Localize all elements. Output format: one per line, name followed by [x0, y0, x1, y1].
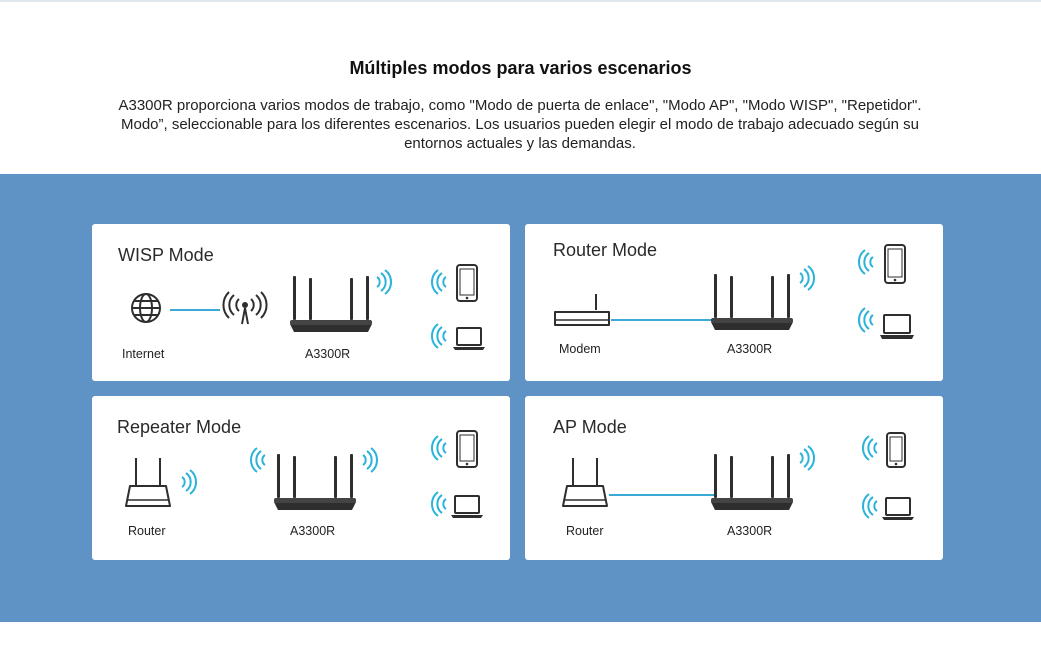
connection-line: [170, 308, 220, 312]
router-label: A3300R: [305, 347, 351, 361]
a3300r-router-icon: [707, 452, 797, 514]
wifi-signal-icon: [798, 446, 812, 470]
wifi-signal-icon: [434, 436, 448, 460]
wifi-signal-icon: [865, 494, 879, 518]
smartphone-icon: [456, 430, 478, 468]
source-label: Router: [128, 524, 166, 538]
smartphone-icon: [884, 244, 906, 284]
wifi-signal-icon: [865, 436, 879, 460]
smartphone-icon: [456, 264, 478, 302]
source-label: Modem: [559, 342, 601, 356]
a3300r-router-icon: [286, 274, 376, 336]
page-description: [70, 96, 970, 153]
wifi-signal-icon: [253, 448, 267, 472]
a3300r-router-icon: [707, 272, 797, 334]
laptop-icon: [450, 495, 484, 519]
laptop-icon: [452, 327, 486, 351]
panel-title: Router Mode: [553, 240, 658, 260]
wifi-signal-icon: [434, 324, 448, 348]
router-label: A3300R: [290, 524, 336, 538]
description-line: Modo”, seleccionable para los diferentes escenarios. Los usuarios pueden elegir el modo de trabajo adecuado según su: [120, 116, 919, 133]
globe-icon: [130, 292, 162, 324]
top-divider: [0, 0, 1041, 2]
panel-title: Repeater Mode: [117, 417, 242, 437]
router-label: A3300R: [727, 342, 773, 356]
description-line: entornos actuales y las demandas.: [404, 135, 636, 152]
wifi-signal-icon: [375, 270, 389, 294]
laptop-icon: [879, 314, 915, 340]
router-label: A3300R: [727, 524, 773, 538]
source-label: Internet: [122, 347, 165, 361]
source-label: Router: [566, 524, 604, 538]
router-mode-panel: [525, 224, 943, 381]
wifi-signal-icon: [180, 470, 194, 494]
wifi-signal-icon: [861, 250, 875, 274]
antenna-tower-icon: [222, 290, 268, 326]
wifi-signal-icon: [434, 270, 448, 294]
router-icon: [124, 456, 172, 510]
wisp-mode-panel: [92, 224, 510, 381]
page-title: Múltiples modos para varios escenarios: [349, 58, 692, 78]
smartphone-icon: [886, 432, 906, 468]
a3300r-router-icon: [270, 452, 360, 514]
panel-title: WISP Mode: [118, 245, 214, 265]
wifi-signal-icon: [361, 448, 375, 472]
connection-line: [611, 318, 717, 322]
wifi-signal-icon: [861, 308, 875, 332]
ap-mode-panel: [525, 396, 943, 560]
description-line: A3300R proporciona varios modos de trabajo, como "Modo de puerta de enlace", "Modo AP", "Modo WISP", "Repetidor".: [118, 97, 922, 114]
router-icon: [561, 456, 609, 510]
wifi-signal-icon: [434, 492, 448, 516]
wifi-signal-icon: [798, 266, 812, 290]
repeater-mode-panel: [92, 396, 510, 560]
panel-title: AP Mode: [553, 417, 627, 437]
modem-icon: [553, 292, 611, 332]
connection-line: [609, 493, 717, 497]
laptop-icon: [881, 497, 915, 521]
